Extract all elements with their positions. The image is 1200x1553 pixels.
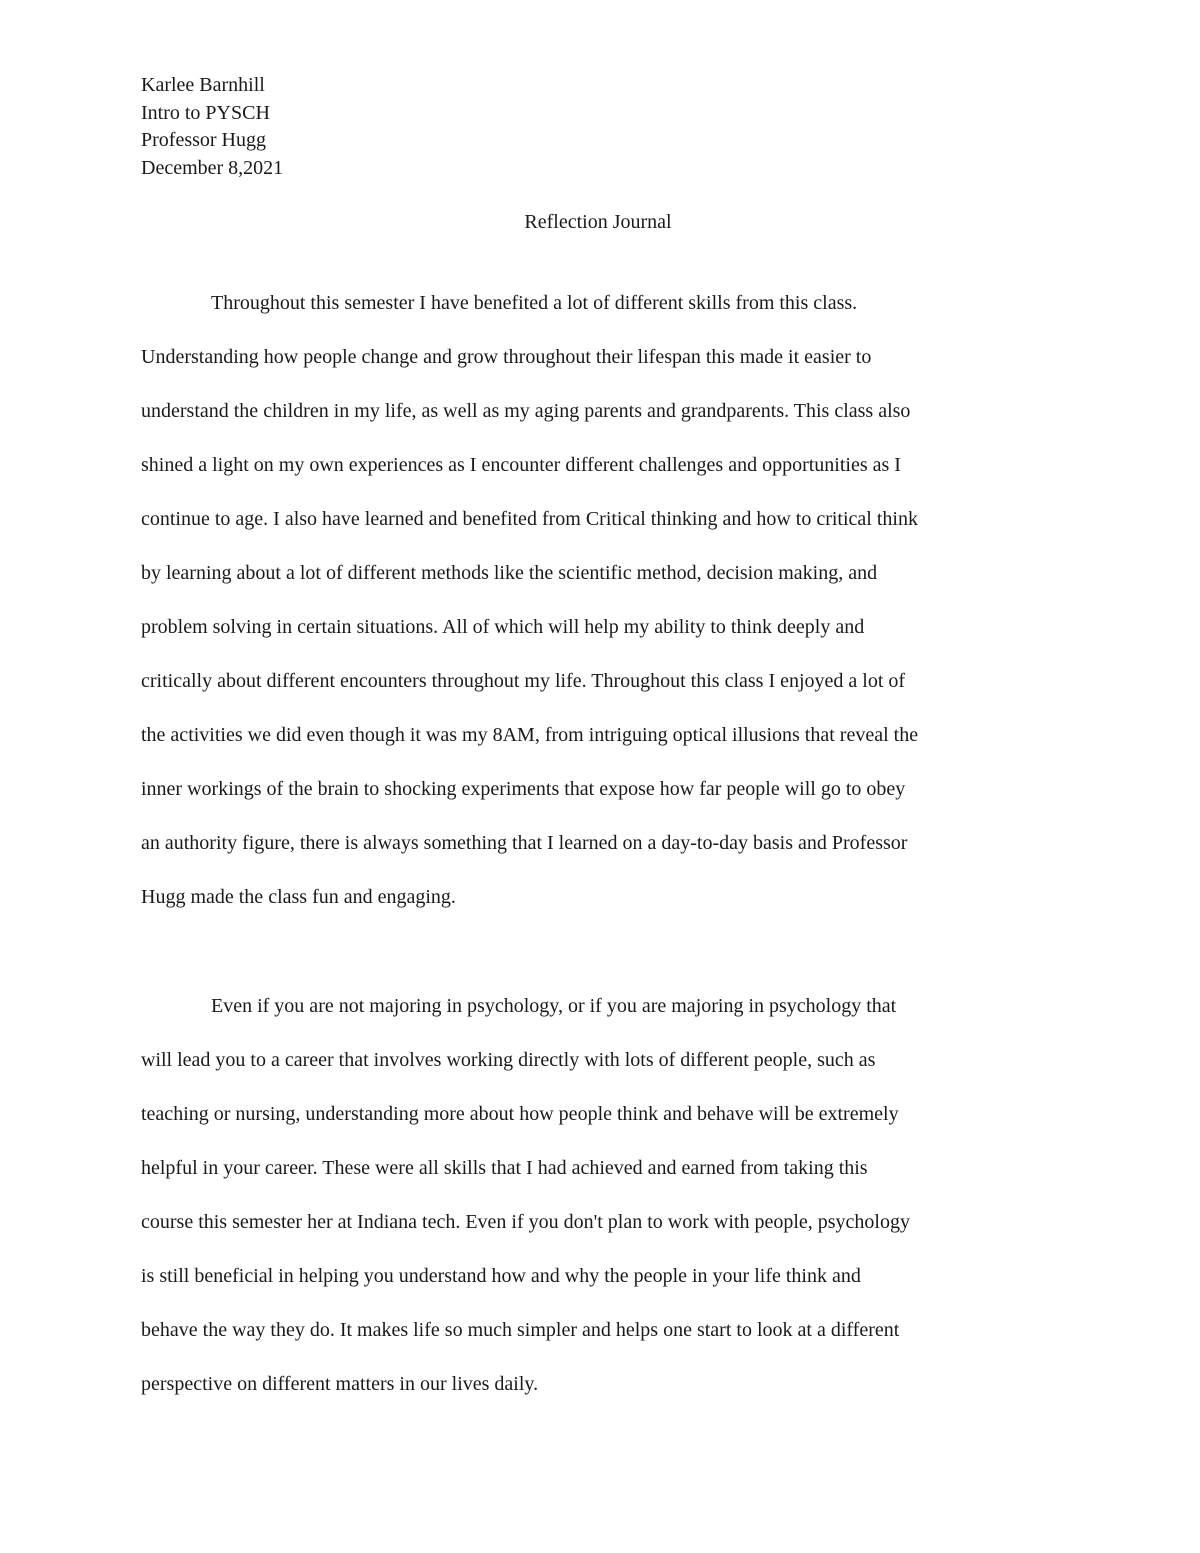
heading-block xyxy=(141,72,1041,182)
paragraph-line: course this semester her at Indiana tech. Even if you don't plan to work with people, psychology xyxy=(141,1211,910,1233)
paragraph-line: Throughout this semester I have benefited a lot of different skills from this class. xyxy=(211,292,858,314)
paragraph-line: Hugg made the class fun and engaging. xyxy=(141,886,456,908)
paragraph-1 xyxy=(141,290,1061,938)
document-title: Reflection Journal xyxy=(524,211,672,233)
document-date: December 8,2021 xyxy=(141,156,284,179)
paragraph-line: understand the children in my life, as well as my aging parents and grandparents. This class also xyxy=(141,400,911,422)
author-name: Karlee Barnhill xyxy=(141,74,265,96)
paragraph-2 xyxy=(141,993,1061,1425)
course-name: Intro to PYSCH xyxy=(141,101,270,124)
paragraph-line: is still beneficial in helping you understand how and why the people in your life think and xyxy=(141,1265,861,1287)
paragraph-line: the activities we did even though it was my 8AM, from intriguing optical illusions that reveal the xyxy=(141,724,919,746)
paragraph-line: perspective on different matters in our lives daily. xyxy=(141,1373,539,1395)
paragraph-line: by learning about a lot of different methods like the scientific method, decision making, and xyxy=(141,562,878,584)
paragraph-line: shined a light on my own experiences as I encounter different challenges and opportunities as I xyxy=(141,454,901,476)
paragraph-line: an authority figure, there is always something that I learned on a day-to-day basis and Professor xyxy=(141,832,908,854)
paragraph-line: continue to age. I also have learned and benefited from Critical thinking and how to critical think xyxy=(141,508,918,530)
professor-name: Professor Hugg xyxy=(141,129,266,151)
paragraph-line: teaching or nursing, understanding more about how people think and behave will be extremely xyxy=(141,1103,899,1125)
paragraph-line: Even if you are not majoring in psychology, or if you are majoring in psychology that xyxy=(211,995,897,1017)
paragraph-line: critically about different encounters throughout my life. Throughout this class I enjoyed a lot of xyxy=(141,670,906,692)
paragraph-line: helpful in your career. These were all skills that I had achieved and earned from taking this xyxy=(141,1157,868,1179)
paragraph-line: inner workings of the brain to shocking experiments that expose how far people will go to obey xyxy=(141,778,906,800)
paragraph-line: behave the way they do. It makes life so much simpler and helps one start to look at a different xyxy=(141,1319,900,1341)
paragraph-line: problem solving in certain situations. All of which will help my ability to think deeply and xyxy=(141,616,865,638)
paragraph-line: will lead you to a career that involves working directly with lots of different people, such as xyxy=(141,1049,876,1071)
paragraph-line: Understanding how people change and grow throughout their lifespan this made it easier to xyxy=(141,346,872,368)
